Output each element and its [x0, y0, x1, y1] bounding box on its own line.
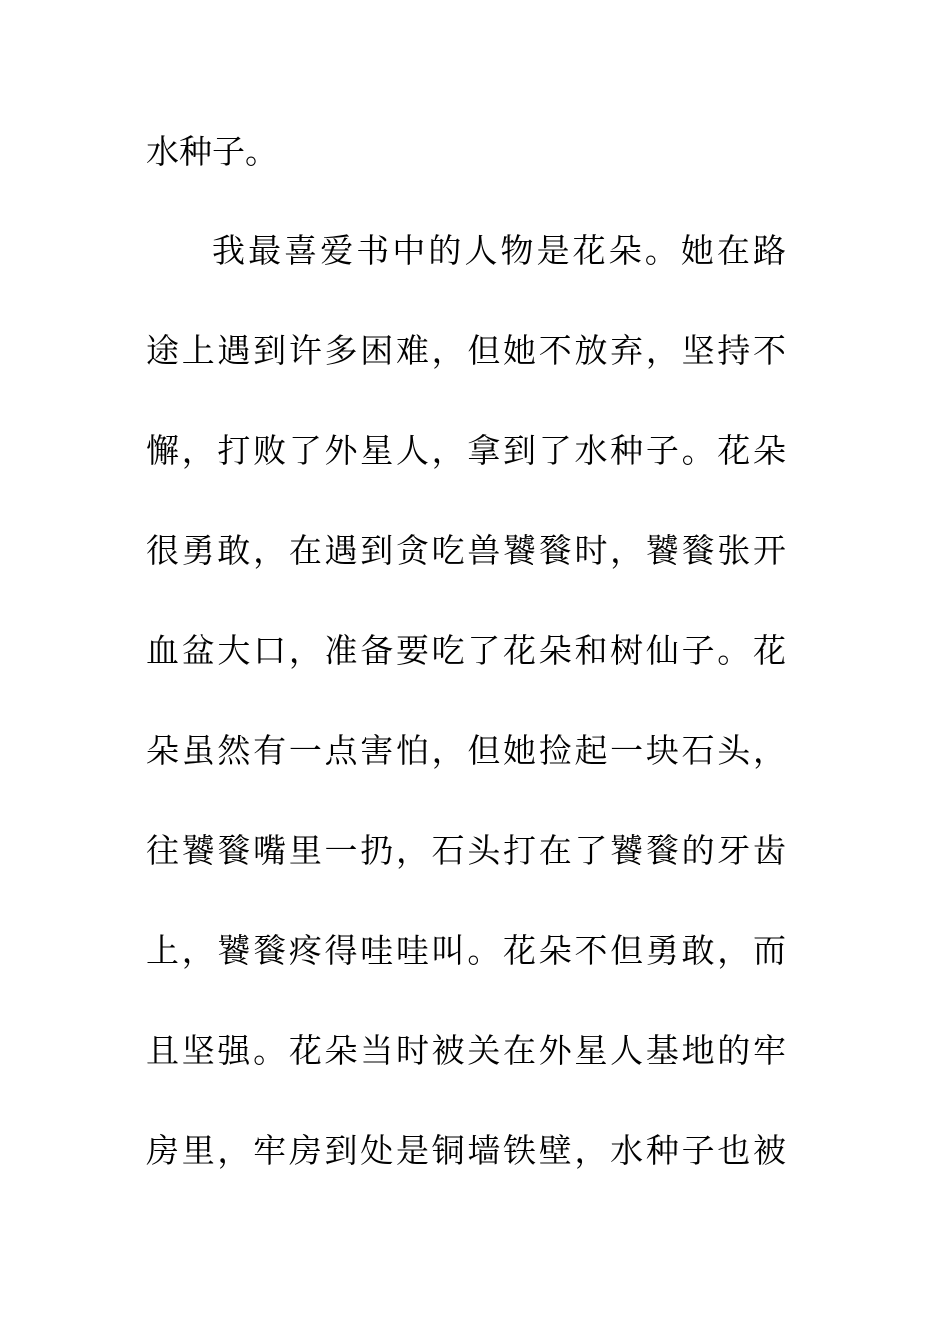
text-line: 且坚强。花朵当时被关在外星人基地的牢 [146, 1031, 786, 1070]
text-line: 血盆大口，准备要吃了花朵和树仙子。花 [146, 631, 786, 670]
text-line: 懈，打败了外星人，拿到了水种子。花朵 [146, 431, 786, 470]
text-line: 很勇敢，在遇到贪吃兽饕餮时，饕餮张开 [146, 531, 786, 570]
text-line: 我最喜爱书中的人物是花朵。她在路 [212, 231, 786, 270]
text-line: 朵虽然有一点害怕，但她捡起一块石头， [146, 731, 786, 770]
text-line: 上，饕餮疼得哇哇叫。花朵不但勇敢，而 [146, 931, 786, 970]
text-line: 水种子。 [146, 132, 278, 171]
text-line: 往饕餮嘴里一扔，石头打在了饕餮的牙齿 [146, 831, 786, 870]
text-line: 途上遇到许多困难，但她不放弃，坚持不 [146, 331, 786, 370]
text-line: 房里，牢房到处是铜墙铁壁，水种子也被 [146, 1131, 786, 1170]
